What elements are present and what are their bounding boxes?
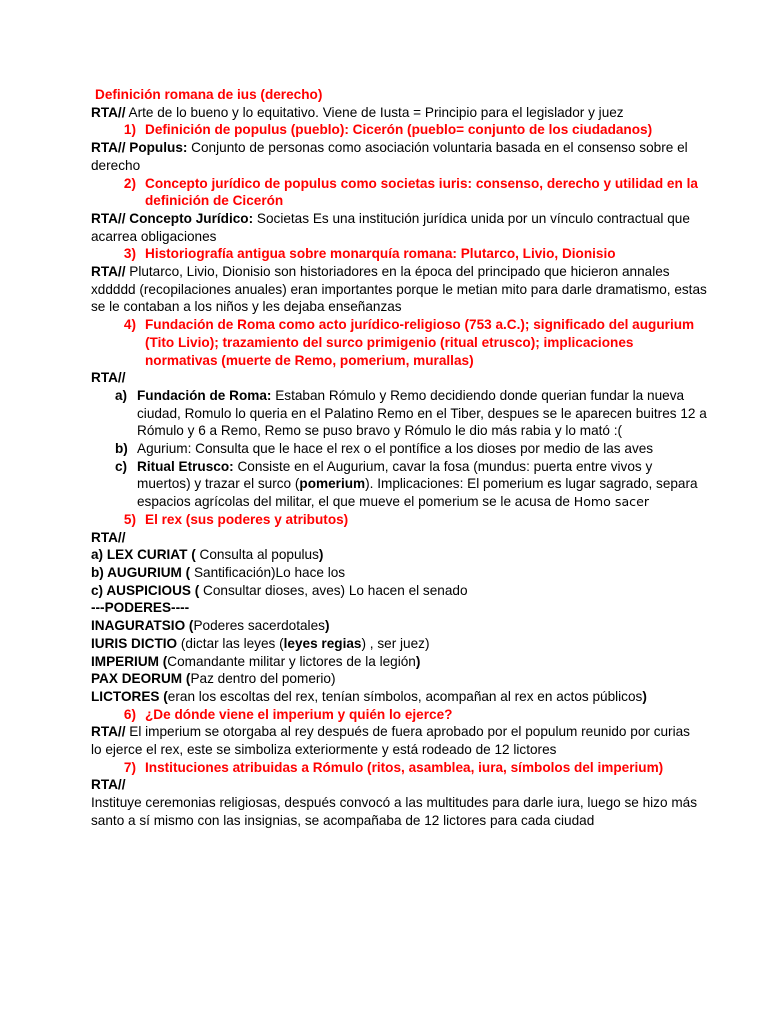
attribute-c: c) AUSPICIOUS ( Consultar dioses, aves) Lo hacen el senado	[91, 582, 468, 598]
power-5: LICTORES (eran los escoltas del rex, tenían símbolos, acompañan al rex en actos públicos)	[91, 688, 647, 704]
answer-7: Instituye ceremonias religiosas, después convocó a las multitudes para darle iura, luego se hizo más santo a sí mismo con las insignias, se acompañaba de 12 lictores para cada ciudad	[91, 795, 697, 828]
list-item-c: c) Ritual Etrusco: Consiste en el Augurium, cavar la fosa (mundus: puerta entre vivos y muertos) y trazar el surco (pomerium). Implicaciones: El pomerium es lugar sagrado, separa espacios agrícolas del militar, el que mueve el pomerium se le acusa de Homo sacer	[115, 458, 698, 510]
list-item-a: a) Fundación de Roma: Estaban Rómulo y Remo decidiendo donde querian fundar la nueva ciudad, Romulo lo queria en el Palatino Remo en el Tiber, despues se le aparecen buitres 12 a Rómulo y 6 a Remo, Remo se puso bravo y Rómulo le dio más rabia y lo mató :(	[115, 387, 707, 439]
question-2: 2) Concepto jurídico de populus como societas iuris: consenso, derecho y utilidad en la definición de Cicerón	[123, 175, 698, 209]
answer-4-label: RTA//	[91, 370, 126, 386]
question-7: 7) Instituciones atribuidas a Rómulo (ritos, asamblea, iura, símbolos del imperium)	[123, 759, 664, 775]
power-4: PAX DEORUM (Paz dentro del pomerio)	[91, 671, 336, 687]
question-3: 3) Historiografía antigua sobre monarquía romana: Plutarco, Livio, Dionisio	[123, 246, 616, 262]
answer-7-label: RTA//	[91, 777, 126, 793]
list-item-b: b) Agurium: Consulta que le hace el rex o el pontífice a los dioses por medio de las aves	[115, 441, 654, 457]
attribute-b: b) AUGURIUM ( Santificación)Lo hace los	[91, 564, 346, 580]
question-1: 1) Definición de populus (pueblo): Cicerón (pueblo= conjunto de los ciudadanos)	[123, 122, 653, 138]
answer-3: RTA// Plutarco, Livio, Dionisio son historiadores en la época del principado que hicieron annales xddddd (recopilaciones anuales) eran importantes porque le metian mito para darle dramatismo, estas se le contaban a los niños y les dejaba enseñanzas	[91, 264, 707, 315]
answer-6: RTA// El imperium se otorgaba al rey después de fuera aprobado por el populum reunido por curias	[91, 724, 690, 740]
question-4: 4) Fundación de Roma como acto jurídico-religioso (753 a.C.); significado del augurium (Tito Livio); trazamiento del surco primigenio (ritual etrusco); implicaciones normativas (muerte de Remo, pomerium, murallas)	[123, 317, 695, 368]
answer-2: RTA// Concepto Jurídico: Societas Es una institución jurídica unida por un vínculo contractual que acarrea obligaciones	[91, 210, 690, 244]
question-6: 6) ¿De dónde viene el imperium y quién lo ejerce?	[123, 706, 453, 722]
power-2: IURIS DICTIO (dictar las leyes (leyes regias) , ser juez)	[91, 635, 430, 651]
title-answer: RTA// Arte de lo bueno y lo equitativo. Viene de Iusta = Principio para el legislador y juez	[91, 104, 624, 120]
question-5: 5) El rex (sus poderes y atributos)	[123, 511, 349, 527]
power-3: IMPERIUM (Comandante militar y lictores de la legión)	[91, 653, 421, 669]
attribute-a: a) LEX CURIAT ( Consulta al populus)	[91, 547, 324, 563]
document-title: Definición romana de ius (derecho)	[95, 87, 323, 102]
answer-6-continued: lo ejerce el rex, este se simboliza exteriormente y está rodeado de 12 lictores	[91, 742, 557, 758]
power-1: INAGURATSIO (Poderes sacerdotales)	[91, 618, 330, 634]
powers-header: ---PODERES----	[91, 600, 190, 616]
answer-1: RTA// Populus: Conjunto de personas como asociación voluntaria basada en el consenso sobre el derecho	[91, 140, 688, 173]
answer-5-label: RTA//	[91, 529, 126, 545]
